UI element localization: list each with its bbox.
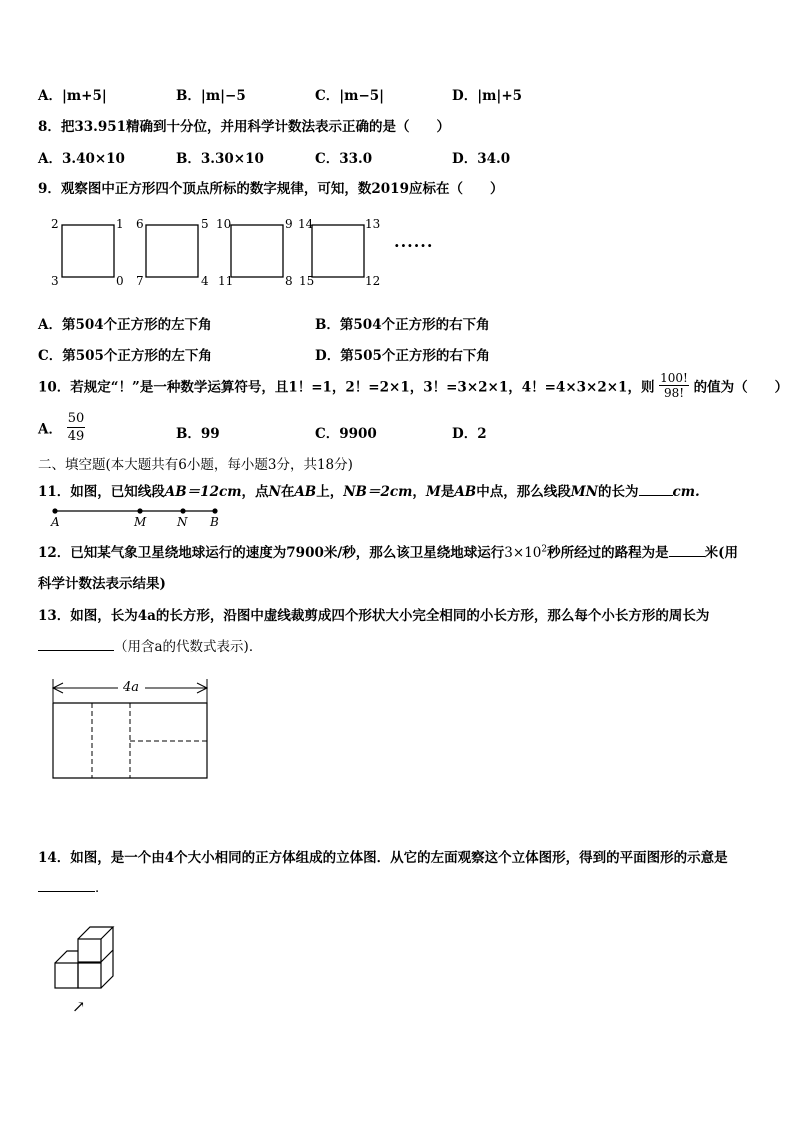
q11-ab: AB xyxy=(294,484,317,500)
q13-answer-blank[interactable] xyxy=(38,650,114,651)
q12-line2: 科学计数法表示结果) xyxy=(38,576,166,592)
q9-option-c: C．第505个正方形的左下角 xyxy=(38,348,212,364)
q12-text-c: 米(用 xyxy=(704,545,739,561)
sq3-bl: 11 xyxy=(218,274,234,288)
sq3-tl: 10 xyxy=(216,217,232,231)
q14-line1: 14．如图，是一个由4个大小相同的正方体组成的立体图．从它的左面观察这个立体图形，得到的平面图形的示意是 xyxy=(38,850,728,866)
q10-frac-num: 100! xyxy=(660,371,688,385)
q14-line2 xyxy=(38,876,109,896)
q12-answer-blank[interactable] xyxy=(669,556,705,557)
q10-option-a xyxy=(38,410,85,445)
q11-text-f: 是 xyxy=(440,484,455,500)
q10-stem-b: 的值为（ ） xyxy=(693,379,789,396)
sq3-br: 8 xyxy=(285,274,293,288)
q7-option-d: D．|m|+5 xyxy=(452,88,523,104)
q8-option-a: A．3.40×10 xyxy=(38,151,125,167)
sq1-tl: 2 xyxy=(51,217,59,231)
sq1-bl: 3 xyxy=(51,274,59,288)
q13-line2 xyxy=(38,635,262,655)
section-2-heading: 二、填空题(本大题共有6小题，每小题3分，共18分) xyxy=(38,457,353,473)
sq4-tl: 14 xyxy=(298,217,314,231)
q10-option-d: D．2 xyxy=(452,426,487,442)
q10-option-b: B．99 xyxy=(176,426,220,442)
q8-option-b: B．3.30×10 xyxy=(176,151,264,167)
sq4-bl: 15 xyxy=(299,274,315,288)
q13-rectangle-figure xyxy=(0,675,794,795)
dim-label: 4a xyxy=(123,680,140,695)
q9-option-b: B．第504个正方形的右下角 xyxy=(315,317,490,333)
bottom-left-cube-top xyxy=(55,951,78,963)
q12-text-b: 秒所经过的路程为是 xyxy=(547,545,669,561)
q12-text-a: 12．已知某气象卫星绕地球运行的速度为7900米/秒，那么该卫星绕地球运行 xyxy=(38,545,505,561)
continuation-dots: ······ xyxy=(394,236,434,255)
q11-segment-figure xyxy=(0,503,794,533)
q10-option-c: C．9900 xyxy=(315,426,377,442)
q11-text-b: ，点 xyxy=(241,484,269,500)
sq4-tr: 13 xyxy=(365,217,381,231)
sq2-tl: 6 xyxy=(136,217,144,231)
q10-opt-a-den: 49 xyxy=(67,429,85,444)
q11-n: N xyxy=(268,484,281,500)
q10-stem-a: 10．若规定“！”是一种数学运算符号，且1！=1，2！=2×1，3！=3×2×1，4！=4×3×2×1，则 xyxy=(38,379,655,396)
square-3 xyxy=(231,225,283,277)
sq1-br: 0 xyxy=(116,274,124,288)
q11-ab-b: AB xyxy=(454,484,477,500)
q10-opt-a-prefix: A． xyxy=(38,421,62,438)
q11-text-h: 的长为 xyxy=(598,484,639,500)
q13-text: （用含a的代数式表示)． xyxy=(114,639,263,655)
q12-line1 xyxy=(38,541,738,561)
label-b: B xyxy=(210,515,219,529)
q7-option-a: A．|m+5| xyxy=(38,88,107,104)
q14-answer-blank[interactable] xyxy=(38,891,95,892)
sq2-tr: 5 xyxy=(201,217,209,231)
label-a: A xyxy=(51,515,60,529)
q12-exp: 2 xyxy=(541,544,548,555)
q7-option-c: C．|m−5| xyxy=(315,88,385,104)
q11-text-g: 中点，那么线段 xyxy=(476,484,571,500)
q10-stem xyxy=(38,371,788,400)
q8-option-d: D．34.0 xyxy=(452,151,511,167)
q14-cubes-figure xyxy=(0,920,794,1000)
sq1-tr: 1 xyxy=(116,217,124,231)
q8-option-c: C．33.0 xyxy=(315,151,373,167)
q14-text-end: ． xyxy=(95,880,109,896)
top-cube-top xyxy=(78,927,113,939)
q10-frac-den: 98! xyxy=(663,386,685,400)
label-n: N xyxy=(177,515,188,529)
point-a xyxy=(52,508,57,513)
q11-nb-eq: NB＝2cm xyxy=(343,484,413,500)
point-n xyxy=(180,508,185,513)
bottom-right-cube-front xyxy=(78,963,101,988)
q8-stem: 8．把33.951精确到十分位，并用科学计数法表示正确的是（ ） xyxy=(38,119,451,135)
square-1 xyxy=(62,225,114,277)
point-b xyxy=(212,508,217,513)
sq4-br: 12 xyxy=(365,274,381,288)
top-cube-front xyxy=(78,939,101,962)
bottom-left-cube-front xyxy=(55,963,78,988)
q9-option-d: D．第505个正方形的右下角 xyxy=(315,348,490,364)
view-direction-arrow: ↗ xyxy=(72,997,86,1016)
square-4 xyxy=(312,225,364,277)
square-2 xyxy=(146,225,198,277)
q9-option-a: A．第504个正方形的左下角 xyxy=(38,317,212,333)
q10-opt-a-num: 50 xyxy=(67,411,85,426)
q11-ab-eq: AB＝12cm xyxy=(164,484,242,500)
sq2-br: 4 xyxy=(201,274,209,288)
q7-option-b: B．|m|−5 xyxy=(176,88,246,104)
q11-text-a: 11．如图，已知线段 xyxy=(38,484,165,500)
sq2-bl: 7 xyxy=(136,274,144,288)
q11-m: M xyxy=(425,484,441,500)
q9-stem: 9．观察图中正方形四个顶点所标的数字规律，可知，数2019应标在（ ） xyxy=(38,181,504,197)
q11-text-d: 上， xyxy=(316,484,344,500)
q11-text-e: ， xyxy=(412,484,426,500)
q11-mn: MN xyxy=(570,484,599,500)
sq3-tr: 9 xyxy=(285,217,293,231)
q13-line1: 13．如图，长为4a的长方形，沿图中虚线裁剪成四个形状大小完全相同的小长方形，那么每个小长方形的周长为 xyxy=(38,608,710,624)
point-m xyxy=(137,508,142,513)
q10-fraction xyxy=(659,371,689,400)
q10-opt-a-fraction xyxy=(67,410,86,445)
q11-answer-blank[interactable] xyxy=(639,495,673,496)
label-m: M xyxy=(134,515,147,529)
q11-text-c: 在 xyxy=(280,484,295,500)
q12-sci: 3×10 xyxy=(504,545,542,561)
q11-unit: cm. xyxy=(672,484,700,500)
q11-stem xyxy=(38,480,700,500)
